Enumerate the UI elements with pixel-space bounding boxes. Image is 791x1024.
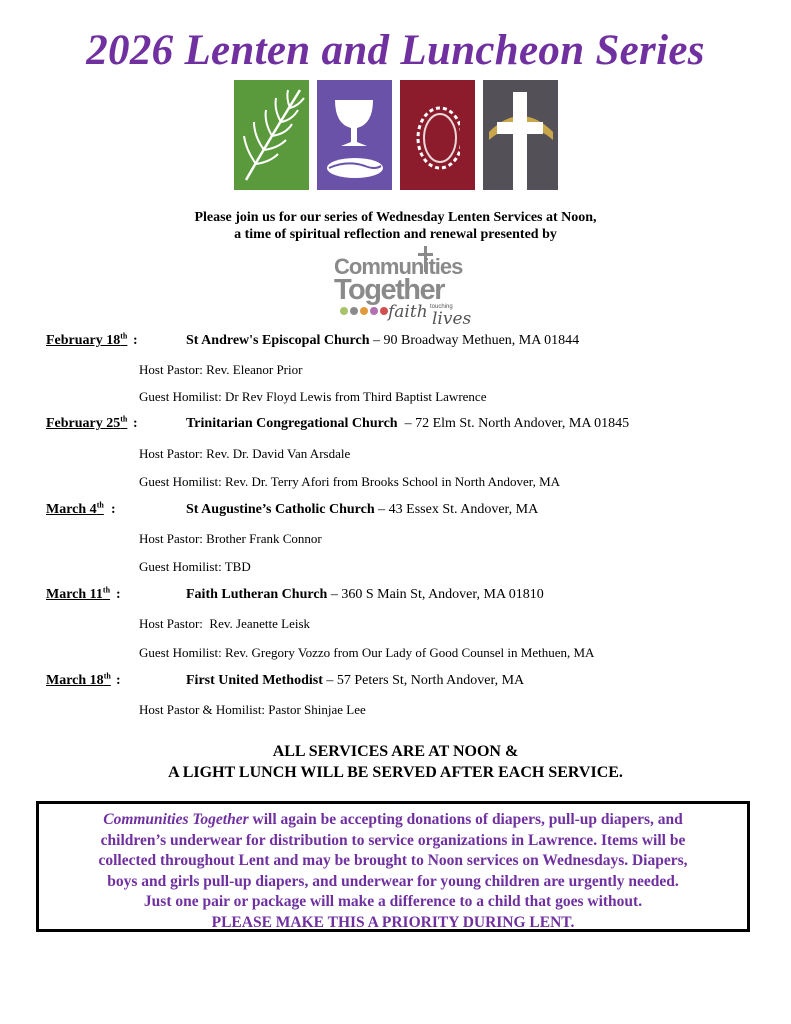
donation-line: PLEASE MAKE THIS A PRIORITY DURING LENT. [211, 913, 575, 931]
event-date: February 18th [46, 331, 128, 348]
cross-icon [483, 80, 558, 190]
host-pastor: Host Pastor: Rev. Eleanor Prior [139, 362, 303, 377]
services-note [0, 741, 791, 783]
intro-line: Please join us for our series of Wednesday Lenten Services at Noon, [194, 210, 597, 225]
event-church: First United Methodist – 57 Peters St, North Andover, MA [186, 673, 525, 688]
donation-text [39, 810, 747, 933]
event-church: Faith Lutheran Church – 360 S Main St, Andover, MA 01810 [186, 587, 544, 602]
host-pastor: Host Pastor: Rev. Dr. David Van Arsdale [139, 446, 351, 461]
donation-line: boys and girls pull-up diapers, and underwear for young children are urgently needed. [107, 872, 679, 890]
event-colon: : [116, 673, 121, 688]
lenten-icon-strip [234, 80, 558, 190]
event-church: St Augustine’s Catholic Church – 43 Essex St. Andover, MA [186, 502, 539, 517]
services-note-line: A LIGHT LUNCH WILL BE SERVED AFTER EACH SERVICE. [168, 764, 623, 781]
donation-line: collected throughout Lent and may be brought to Noon services on Wednesdays. Diapers, [98, 852, 688, 869]
logo-text: touching [430, 304, 453, 310]
guest-homilist: Guest Homilist: Dr Rev Floyd Lewis from Third Baptist Lawrence [139, 389, 487, 404]
event-date: March 11th [46, 585, 111, 602]
event-church: St Andrew's Episcopal Church – 90 Broadway Methuen, MA 01844 [186, 333, 580, 348]
event-date: March 4th [46, 500, 104, 517]
chalice-bread-icon [317, 80, 392, 190]
services-note-line: ALL SERVICES ARE AT NOON & [272, 743, 519, 760]
guest-homilist: Guest Homilist: Rev. Dr. Terry Afori from Brooks School in North Andover, MA [139, 474, 561, 489]
event-church: Trinitarian Congregational Church – 72 Elm St. North Andover, MA 01845 [186, 416, 630, 431]
communities-together-logo [332, 252, 472, 330]
intro-line: a time of spiritual reflection and renewal presented by [234, 227, 557, 242]
donation-box [36, 801, 750, 932]
logo-dots [340, 307, 388, 315]
intro-text [0, 209, 791, 243]
event-colon: : [116, 587, 121, 602]
logo-text: Communities [334, 254, 463, 279]
palm-branch-icon [234, 80, 309, 190]
host-homilist: Host Pastor & Homilist: Pastor Shinjae Lee [139, 702, 366, 717]
host-pastor: Host Pastor: Rev. Jeanette Leisk [139, 616, 311, 631]
guest-homilist: Guest Homilist: TBD [139, 559, 251, 574]
event-date: February 25th [46, 414, 128, 431]
event-colon: : [133, 416, 138, 431]
donation-line: Communities Together will again be accepting donations of diapers, pull-up diapers, and [103, 811, 683, 828]
guest-homilist: Guest Homilist: Rev. Gregory Vozzo from Our Lady of Good Counsel in Methuen, MA [139, 645, 595, 660]
donation-line: children’s underwear for distribution to service organizations in Lawrence. Items will be [100, 831, 686, 849]
event-colon: : [111, 502, 116, 517]
page-title: 2026 Lenten and Luncheon Series [86, 27, 705, 74]
event-date: March 18th [46, 671, 111, 688]
event-colon: : [133, 333, 138, 348]
crown-of-thorns-icon [400, 80, 475, 190]
host-pastor: Host Pastor: Brother Frank Connor [139, 531, 322, 546]
logo-text: lives [432, 309, 472, 329]
org-name: Communities Together [103, 811, 249, 828]
logo-text: Together [334, 274, 444, 306]
logo-text: faith [388, 302, 428, 322]
donation-line: Just one pair or package will make a difference to a child that goes without. [143, 893, 643, 910]
